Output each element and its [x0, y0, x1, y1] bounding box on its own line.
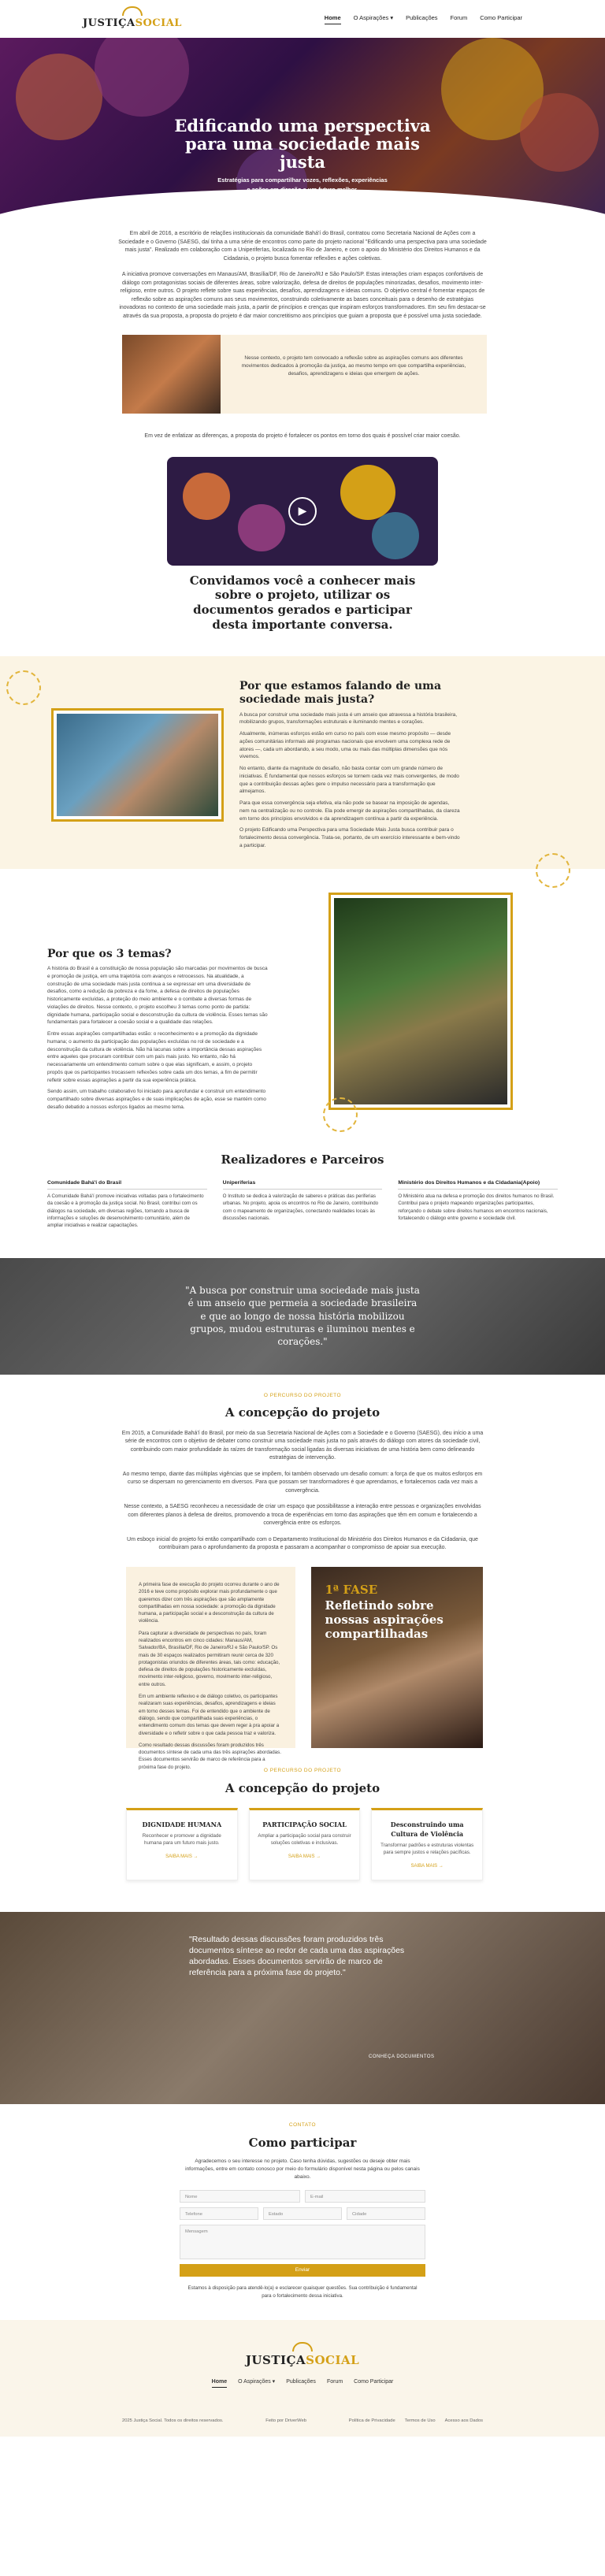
- intro-section: [0, 230, 605, 321]
- card-title: DIGNIDADE HUMANA: [142, 1821, 222, 1829]
- why-three-photo-frame: [328, 893, 513, 1110]
- copyright: 2025 Justiça Social. Todos os direitos reservados.: [122, 2418, 224, 2423]
- nav-aspiracoes[interactable]: O Aspirações ▾: [353, 13, 394, 21]
- footer-nav-aspiracoes[interactable]: O Aspirações ▾: [238, 2379, 276, 2385]
- data-access-link[interactable]: Acesso aos Dados: [444, 2418, 483, 2423]
- phase-label: Refletindo sobre nossas aspirações compartilhadas: [325, 1598, 444, 1642]
- partner-name: Uniperiferias: [223, 1179, 383, 1190]
- why-now-photo: [57, 714, 218, 816]
- why-now-paragraph: Atualmente, inúmeras esforços estão em curso no país com esse mesmo propósito — desde ações comunitárias informais até programas nacionais que envolvem uma complexa rede de atores —, cada um abordando, a seu modo, uma ou mais das múltiplas dimensões que nós vivemos.: [239, 731, 451, 760]
- contact-intro: Agradecemos o seu interesse no projeto. Caso tenha dúvidas, sugestões ou deseje obter mais informações, entre em contato conosco por meio do formulário disponível nesta página ou pelos canais abaixo.: [185, 2158, 420, 2180]
- footer-nav-forum[interactable]: Forum: [326, 2379, 343, 2385]
- theme-card[interactable]: [371, 1808, 483, 1880]
- concept-intro: [0, 1430, 605, 1553]
- footer-nav-como-participar[interactable]: Como Participar: [354, 2379, 394, 2385]
- partners-section: [0, 1151, 605, 1230]
- context-photo: [122, 335, 221, 414]
- results-banner: [0, 1912, 605, 2104]
- contact-title: Como participar: [248, 2135, 357, 2150]
- concept2-title: A concepção do projeto: [225, 1780, 380, 1795]
- closing-text: Em vez de enfatizar as diferenças, a proposta do projeto é fortalecer os pontos em torno dos quais é possível criar maior coesão.: [144, 433, 461, 439]
- hero-subtitle: Estratégias para compartilhar vozes, reflexões, experiências: [217, 176, 388, 184]
- why-three-paragraph: Sendo assim, um trabalho colaborativo foi iniciado para aprofundar e construir um entendimento compartilhado sobre diversas aspirações e de suas implicações de ação, esse se mantém como desafio debatido a nossos esforços ligados ao mesmo tema.: [47, 1089, 266, 1110]
- concept-paragraph: Em 2015, a Comunidade Bahá'í do Brasil, por meio da sua Secretaria Nacional de Ações com a Sociedade e o Governo (SAESG), deu início a uma série de encontros com o objetivo de debater como construir uma sociedade mais justa no país através do diálogo com atores da sociedade civil, contribuindo com maior profundidade às raízes de transformação social ligadas às diversas iniciativas de uma história bem como delineando estratégias de intervenção.: [121, 1430, 484, 1461]
- card-text: Ampliar a participação social para construir soluções coletivas e inclusivas.: [258, 1833, 351, 1847]
- footer-nav-home[interactable]: Home: [212, 2378, 227, 2388]
- phase-paragraph: A primeira fase de execução do projeto ocorreu durante o ano de 2016 e teve como propósito explorar mais profundamente o que queremos dizer com três aspirações que são amplamente compartilhadas em nossa sociedade: a promoção da dignidade humana, a participação social e a desconstrução da cultura de violência.: [139, 1581, 280, 1624]
- logo[interactable]: [83, 6, 182, 32]
- partner-item: [398, 1179, 558, 1230]
- partner-item: [223, 1179, 383, 1230]
- theme-card[interactable]: [126, 1808, 238, 1880]
- partner-name: Comunidade Bahá'í do Brasil: [47, 1179, 207, 1190]
- why-three-photo: [334, 898, 507, 1104]
- partner-text: O Instituto se dedica à valorização de saberes e práticas das periferias urbanas. No projeto, apoia os encontros no Rio de Janeiro, contribuindo com o mapeamento de organizações, conectando realidades locais às discussões nacionais.: [222, 1193, 379, 1222]
- concept-paragraph: Ao mesmo tempo, diante das múltiplas vigências que se impõem, foi também observado um desafio comum: a força de que os muitos esforços em curso se dispersam no gerenciamento em diversos. Para que possam ser transformadores é que aprendamos, e fortalecemos cada vez mais a convergência.: [122, 1471, 483, 1494]
- card-text: Reconhecer e promover a dignidade humana para um futuro mais justo.: [142, 1833, 221, 1847]
- footer: [0, 2320, 605, 2437]
- theme-card[interactable]: [249, 1808, 361, 1880]
- city-field[interactable]: Cidade: [347, 2207, 425, 2220]
- nav-home[interactable]: Home: [325, 13, 341, 24]
- credit[interactable]: Feito por DriverWeb: [265, 2418, 306, 2423]
- quote-banner: [0, 1258, 605, 1375]
- why-now-section: [0, 656, 605, 869]
- sun-icon: [292, 2342, 313, 2351]
- card-title: Desconstruindo uma Cultura de Violência: [390, 1821, 464, 1839]
- phase-image: [311, 1567, 484, 1748]
- logo-text: JUSTIÇASOCIAL: [83, 17, 182, 30]
- phone-field[interactable]: Telefone: [180, 2207, 258, 2220]
- documents-link[interactable]: CONHEÇA DOCUMENTOS: [369, 2054, 435, 2059]
- why-three-title: Por que os 3 temas?: [47, 947, 172, 960]
- hero-banner: [0, 38, 605, 228]
- why-now-title: Por que estamos falando de uma sociedade mais justa?: [239, 679, 442, 706]
- quote-text: "A busca por construir uma sociedade mais justa é um anseio que permeia a sociedade brasileira e que ao longo de nossa história mobilizou grupos, mudou estruturas e iluminou mentes e corações.": [185, 1285, 420, 1347]
- partner-item: [47, 1179, 207, 1230]
- intro-paragraph: A iniciativa promove conversações em Manaus/AM, Brasília/DF, Rio de Janeiro/RJ e São Paulo/SP. Estas interações criam espaços confortáveis de diálogo com protagonistas sociais de diferentes áreas, sobre valorização, defesa de direitos de populações minorizadas, desafios, movimento inter-religioso, entre outros. O projeto reflete sobre suas experiências, desafios, aprendizagens e ideias comuns. O objetivo central é fomentar espaços de reflexão sobre as aspirações comuns aos seus movimentos, construindo coletivamente as bases conceituais para o desenho de estratégias inovadoras no contexto de uma sociedade mais justa, a partir de princípios e crenças que inspiram esforços transformadores. Em seu fim destacar-se através da sua proposta, a proposta do projeto é dar maior concretitismo aos princípios que guiam a proposta que é possível uma justa sociedade.: [119, 272, 486, 319]
- play-icon[interactable]: ▶: [288, 497, 317, 525]
- contact-footnote: Estamos à disposição para atendê-lo(a) e esclarecer quaisquer questões. Sua contribuição é fundamental para o fortalecimento dessa iniciativa.: [187, 2285, 418, 2299]
- privacy-link[interactable]: Política de Privacidade: [348, 2418, 395, 2423]
- intro-paragraph: Em abril de 2016, a escritório de relações institucionais da comunidade Bahá'í do Brasil, contratou como Secretaria Nacional de Ações com a Sociedade e o Governo (SAESG, daí tinha a uma série de encontros como parte do projeto nacional "Edificando uma perspectiva para uma sociedade mais justa". Realizado em colaboração com a UniperiferIas, localizada no Rio de Janeiro, e com o apoio do Ministério dos Direitos Humanos e da Cidadania, o projeto busca fomentar reflexões e ações coletivas.: [118, 231, 487, 262]
- sun-icon: [122, 6, 143, 16]
- name-field[interactable]: Nome: [180, 2190, 300, 2203]
- contact-kicker: CONTATO: [288, 2121, 317, 2128]
- top-nav: [0, 0, 605, 38]
- sunburst-icon: [323, 1097, 358, 1132]
- phase-paragraph: Em um ambiente reflexivo e de diálogo coletivo, os participantes realizaram suas experiências, desafios, aprendizagens e ideias em torno desses temas. Foi de entendido que o ambiente de diálogo, sendo que compartilhada suas experiências, o entendimento comum dos temas que devem reger à pra apoiar a diversidade e o refletir sobre o que cada pessoa traz e valoriza.: [139, 1694, 280, 1736]
- video-title: Convidamos você a conhecer mais sobre o projeto, utilizar os documentos gerados e participar desta importante conversa.: [189, 573, 416, 632]
- contact-form: [180, 2190, 425, 2277]
- nav-como-participar[interactable]: Como Participar: [480, 13, 522, 21]
- video-thumb: [372, 512, 419, 559]
- phase-paragraph: Como resultado dessas discussões foram produzidos três documentos síntese de cada uma das três aspirações abordadas. Esses documentos servirão de marco de referência para a próxima fase do projeto.: [139, 1742, 281, 1770]
- card-more-link[interactable]: SAIBA MAIS →: [288, 1854, 321, 1859]
- main-menu: [325, 13, 522, 24]
- why-now-paragraph: A busca por construir uma sociedade mais justa é um anseio que atravessa a história brasileira, mobilizando grupos, transformações estruturais e iluminando mentes e corações.: [239, 711, 458, 726]
- message-field[interactable]: Mensagem: [180, 2225, 425, 2259]
- hero-content: [0, 117, 605, 194]
- concept-title: A concepção do projeto: [225, 1405, 380, 1420]
- card-more-link[interactable]: SAIBA MAIS →: [410, 1863, 444, 1869]
- theme-cards: [0, 1797, 605, 1880]
- partner-name: Ministério dos Direitos Humanos e da Cidadania(Apoio): [398, 1179, 558, 1190]
- why-three-section: [0, 869, 605, 1127]
- partner-text: A Comunidade Bahá'í promove iniciativas voltadas para o fortalecimento da coesão e à promoção da justiça social. No Brasil, contribui com os diálogos na sociedade, em diversas regiões, tornando a busca de informações e soluções de desenvolvimento comunitário, além de ampliar iniciativas e realizar capacitações.: [47, 1193, 204, 1229]
- intro-video[interactable]: [167, 457, 438, 566]
- partners-title: Realizadores e Parceiros: [221, 1152, 384, 1167]
- contact-section: [0, 2104, 605, 2299]
- context-panel: [122, 335, 487, 414]
- hero-title: Edificando uma perspectiva para uma sociedade mais justa: [174, 116, 431, 173]
- phase-text-box: [126, 1567, 295, 1770]
- video-thumb: [183, 473, 230, 520]
- email-field[interactable]: E-mail: [305, 2190, 425, 2203]
- concept-paragraph: Um esboço inicial do projeto foi então compartilhado com o Departamento Institucional do Ministério dos Direitos Humanos e da Cidadania, que contribuiram para o aprofundamento da proposta e passaram a acompanhar o compromisso de apoiar sua execução.: [127, 1536, 478, 1551]
- why-three-paragraph: A história do Brasil é a constituição de nossa população são marcadas por movimentos de busca e promoção de justiça, em uma trajetória com avanços e retrocessos. Na atualidade, a construção de uma sociedade mais justa continua a se expressar em uma diversidade de desafios, como a redução da pobreza e da fome, a defesa de direitos de populações historicamente excluídas, a proteção do meio ambiente e o combate a diversas formas de violações de direitos. Nesse contexto, o projeto escolheu 3 temas como ponto de partida: dignidade humana, participação social e desconstrução da cultura de violência. Esses temas são fundamentais para fortalecer a coesão social e a qualidade das relações.: [47, 966, 268, 1026]
- footer-legal: [0, 2418, 605, 2425]
- nav-forum[interactable]: Forum: [450, 13, 468, 21]
- results-text: "Resultado dessas discussões foram produzidos três documentos síntese ao redor de cada uma das aspirações abordadas. Esses documentos servirão de marco de referência para a próxima fase do projeto.": [189, 1934, 405, 1978]
- phase-tag: 1ª FASE: [325, 1582, 378, 1597]
- context-text: Nesse contexto, o projeto tem convocado a reflexão sobre as aspirações comuns aos diferentes movimentos dedicados à promoção da justiça, ao mesmo tempo em que compartilha experiências, desafios, aprendizagens e ideias que emergem de ações.: [241, 355, 466, 377]
- video-thumb: [340, 465, 395, 520]
- logo-text: JUSTIÇASOCIAL: [245, 2352, 360, 2367]
- terms-link[interactable]: Termos de Uso: [404, 2418, 436, 2423]
- why-now-paragraph: No entanto, diante da magnitude do desafio, não basta contar com um grande número de iniciativas. É fundamental que nossos esforços se tornem cada vez mais convergentes, de modo que a contribuição dessas ações gere o impulso necessário para a transformação que almejamos.: [239, 766, 459, 795]
- why-three-paragraph: Entre essas aspirações compartilhadas estão: o reconhecimento e a promoção da dignidade humana; o aumento da participação das populações excluídas no rol de sociedade e a desconstrução da cultura de violência. Não há lacunas sobre a importância dessas aspirações entre aqueles que procuram contribuir com um país mais justo. No entanto, não há necessariamente um entendimento comum sobre o que elas significam, e assim, o projeto propôs que os participantes trocassem reflexões sobre cada um dos temas, a fim de permitir refletir sobre essas aspirações a partir da sua experiência prática.: [47, 1031, 262, 1083]
- sunburst-icon: [6, 670, 41, 705]
- state-field[interactable]: Estado: [263, 2207, 342, 2220]
- hero-curve: [0, 189, 605, 228]
- footer-logo[interactable]: [0, 2342, 605, 2370]
- card-more-link[interactable]: SAIBA MAIS →: [165, 1854, 199, 1859]
- footer-nav-publicacoes[interactable]: Publicações: [286, 2379, 316, 2385]
- why-now-paragraph: O projeto Edificando uma Perspectiva para uma Sociedade Mais Justa busca contribuir para o fortalecimento dessa convergência. Trata-se, portanto, de um exercício interessante e bem-vindo a participar.: [239, 827, 460, 848]
- concept-paragraph: Nesse contexto, a SAESG reconheceu a necessidade de criar um espaço que possibilitasse a interação entre pessoas e organizações envolvidas com diferentes planos à defesa de direitos, promovendo a troca de experiências em torno das aspirações que têm em comum e fortalecendo a convergência entre os esforços.: [124, 1504, 481, 1527]
- partner-text: O Ministério atua na defesa e promoção dos direitos humanos no Brasil. Contribui para o projeto mapeando organizações participantes, reforçando o debate sobre direitos humanos em encontros nacionais, fortalecendo o diálogo entre governo e sociedade civil.: [398, 1193, 555, 1222]
- nav-publicacoes[interactable]: Publicações: [406, 13, 438, 21]
- concept-kicker: O PERCURSO DO PROJETO: [263, 1392, 342, 1398]
- concept2-kicker: O PERCURSO DO PROJETO: [263, 1767, 342, 1773]
- why-now-photo-frame: [51, 708, 224, 822]
- hero-photo-circle: [95, 38, 189, 117]
- card-text: Transformar padrões e estruturas violentas para sempre justos e relações pacíficas.: [380, 1843, 474, 1856]
- why-now-paragraph: Para que essa convergência seja efetiva, ela não pode se basear na imposição de agendas, nem na centralização ou no controle. Ela pode emergir de aspirações compartilhadas, da clareza em torno dos princípios envolvidos e da aprendizagem contínua a partir da experiência.: [239, 800, 460, 822]
- submit-button[interactable]: Enviar: [180, 2264, 425, 2277]
- phase-paragraph: Para capturar a diversidade de perspectivas no país, foram realizados encontros em cinco cidades: Manaus/AM, Salvador/BA, Brasília/DF, Rio de Janeiro/RJ e São Paulo/SP. Os mais de 30 espaços realizados permitiram reunir cerca de 320 protagonistas oriundos de diferentes áreas, tais como: educação, defesa de direitos de populações historicamente excluídas, movimento inter-religioso, governo, movimento inter-religioso, entre outros.: [139, 1630, 280, 1687]
- card-title: PARTICIPAÇÃO SOCIAL: [262, 1821, 347, 1829]
- footer-menu: [0, 2378, 605, 2388]
- video-thumb: [238, 504, 285, 551]
